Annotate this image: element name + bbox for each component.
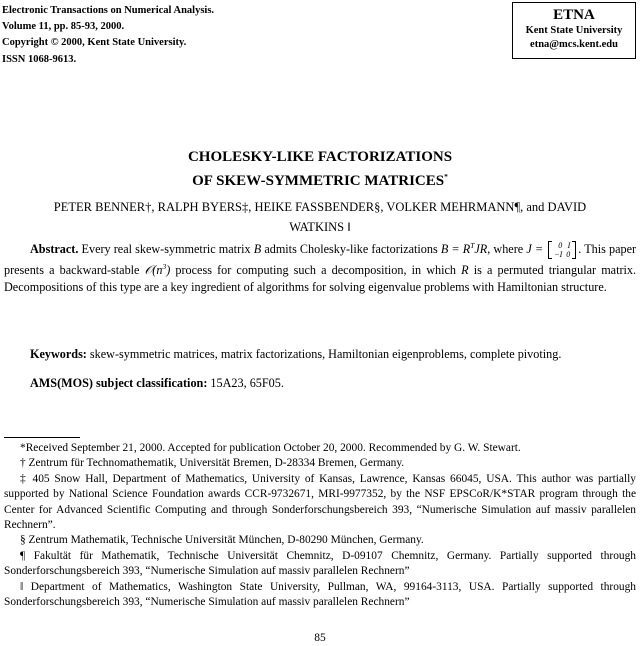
journal-volume: Volume 11, pp. 85-93, 2000. <box>2 21 125 33</box>
footnotes <box>4 441 636 610</box>
etna-title: ETNA <box>553 7 595 23</box>
abstract: Abstract. Every real skew-symmetric matrix B admits Cholesky-like factorizations $B = R^TJR$, where J = 0 I −I 0 . This paper presents a backward-stable $𝒪(n^3)$ process for computing such a decomposition, in which R is a permuted triangular matrix. Decompositions of this type are a key ingredient of algorithms for solving eigenvalue problems with Hamiltonian structure. <box>4 241 637 294</box>
j-matrix <box>548 241 576 259</box>
footnote-mehrmann: ¶ Fakultät für Mathematik, Technische Universität Chemnitz, D-09107 Chemnitz, Germany. Partially supported through Sonderforschungsbereich 393, “Numerische Simulation auf massiv parallelen Rechnern” <box>4 549 636 578</box>
footnote-fassbender: § Zentrum Mathematik, Technische Universität München, D-80290 München, Germany. <box>20 534 424 547</box>
etna-university: Kent State University <box>525 25 623 36</box>
matrix-cell: 0 <box>558 241 563 251</box>
factorization-formula: $B = R^TJR$ <box>440 241 488 257</box>
title-footnote-mark: * <box>444 172 448 181</box>
keywords-label: Keywords: <box>30 347 87 361</box>
matrix-cell: I <box>567 241 571 251</box>
journal-copyright: Copyright © 2000, Kent State University. <box>2 37 187 49</box>
footnote-rule <box>4 437 80 438</box>
abstract-heading: Abstract. <box>30 242 79 257</box>
journal-name: Electronic Transactions on Numerical Analysis. <box>2 5 215 16</box>
journal-issn: ISSN 1068-9613. <box>2 53 77 65</box>
complexity: $𝒪(n^3)$ <box>144 262 171 278</box>
ams-classification <box>30 375 636 391</box>
matrix-cell: −I <box>554 250 563 260</box>
footnote-byers: ‡ 405 Snow Hall, Department of Mathematics, University of Kansas, Lawrence, Kansas 66045, USA. This author was partially supported by National Science Foundation awards CCR-9732671, MRI-9977352, by the NSF EPSCoR/K*STAR program through the Center for Advanced Scientific Computing and through Sonderforschungsbereich 393, “Numerische Simulation auf massiv parallelen Rechnern”. <box>4 472 636 532</box>
keywords <box>30 346 636 362</box>
authors-line2: WATKINS ‖ <box>289 220 351 234</box>
etna-box <box>512 2 636 59</box>
keywords-text: skew-symmetric matrices, matrix factorizations, Hamiltonian eigenproblems, complete pivoting. <box>89 347 562 361</box>
footnote-watkins: ‖ Department of Mathematics, Washington State University, Pullman, WA, 99164-3113, USA. Partially supported through Sonderforschungsbereich 393, “Numerische Simulation auf massiv parallelen Rechnern” <box>4 580 636 609</box>
journal-header <box>2 3 214 68</box>
footnote-received: *Received September 21, 2000. Accepted for publication October 20, 2000. Recommended by G. W. Stewart. <box>20 442 521 454</box>
paper-title-line2: OF SKEW-SYMMETRIC MATRICES* <box>192 172 448 189</box>
page-number: 85 <box>314 632 326 644</box>
footnote-benner: † Zentrum für Technomathematik, Universität Bremen, D-28334 Bremen, Germany. <box>20 457 405 470</box>
authors-line1: PETER BENNER†, RALPH BYERS‡, HEIKE FASSBENDER§, VOLKER MEHRMANN¶, and DAVID <box>53 200 587 214</box>
ams-label: AMS(MOS) subject classification: <box>30 376 208 390</box>
matrix-cell: 0 <box>566 250 571 260</box>
ams-text: 15A23, 65F05. <box>210 376 284 390</box>
paper-title-line1: CHOLESKY-LIKE FACTORIZATIONS <box>187 149 453 165</box>
etna-email: etna@mcs.kent.edu <box>530 39 618 50</box>
